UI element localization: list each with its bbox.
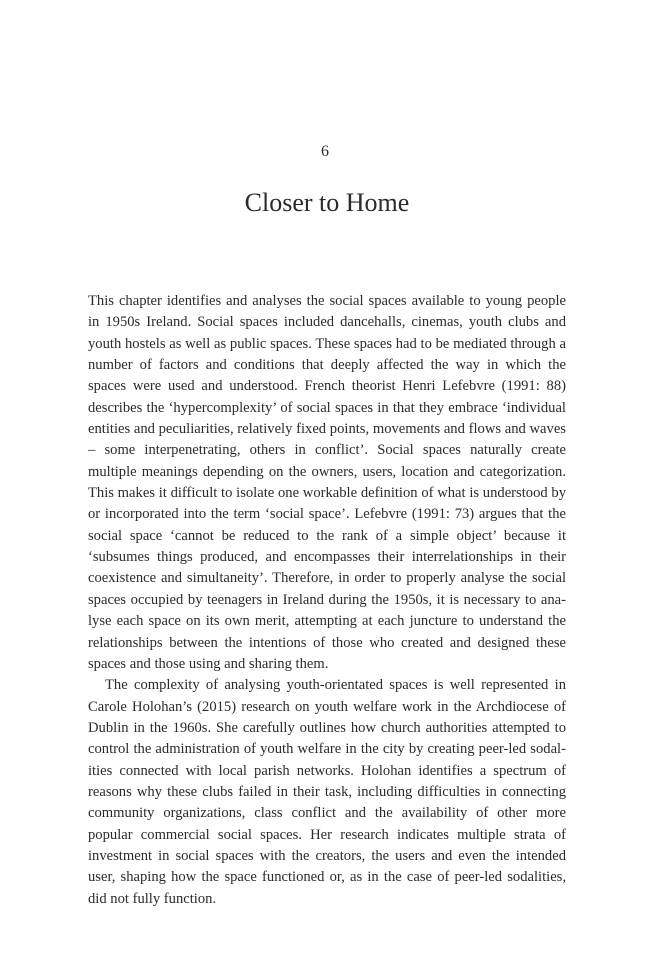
chapter-title: Closer to Home xyxy=(244,188,410,217)
paragraph-2: The complexity of analysing youth-orientated spaces is well represented in Carole Holohan’s (2015) research on youth welfare work in the Archdiocese of Dublin in the 1960s. She carefully outlines how church authorities attempted to control the administration of youth welfare in the city by creating peer-led sodalities connected with local parish networks. Holohan identifies a spectrum of reasons why these clubs failed in their task, including difficulties in connecting community organizations, class conflict and the availability of other more popular commercial social spaces. Her research indicates multiple strata of investment in social spaces with the creators, the users and even the intended user, shaping how the space functioned or, as in the case of peer-led sodalities, did not fully function. xyxy=(88,677,566,907)
chapter-body xyxy=(88,291,566,910)
paragraph-1: This chapter identifies and analyses the social spaces available to young people in 1950s Ireland. Social spaces included dancehalls, cinemas, youth clubs and youth hostels as well as public spaces. These spaces had to be mediated through a number of factors and conditions that deeply affected the way in which the spaces were used and understood. French theorist Henri Lefebvre (1991: 88) describes the ‘hypercomplexity’ of social spaces in that they embrace ‘individual entities and peculiarities, relatively fixed points, movements and flows and waves – some interpenetrating, others in conflict’. Social spaces naturally create multiple meanings depending on the owners, users, location and categorization. This makes it difficult to isolate one workable definition of what is understood by or incorporated into the term ‘social space’. Lefebvre (1991: 73) argues that the social space ‘cannot be reduced to the rank of a simple object’ because it ‘subsumes things produced, and encompasses their interrelationships in their coexistence and simultaneity’. Therefore, in order to properly analyse the social spaces occupied by teenagers in Ireland during the 1950s, it is necessary to analyse each space on its own merit, attempting at each juncture to understand the relationships between the intentions of those who created and designed these spaces and those using and sharing them. xyxy=(88,293,566,672)
chapter-number: 6 xyxy=(321,143,329,160)
